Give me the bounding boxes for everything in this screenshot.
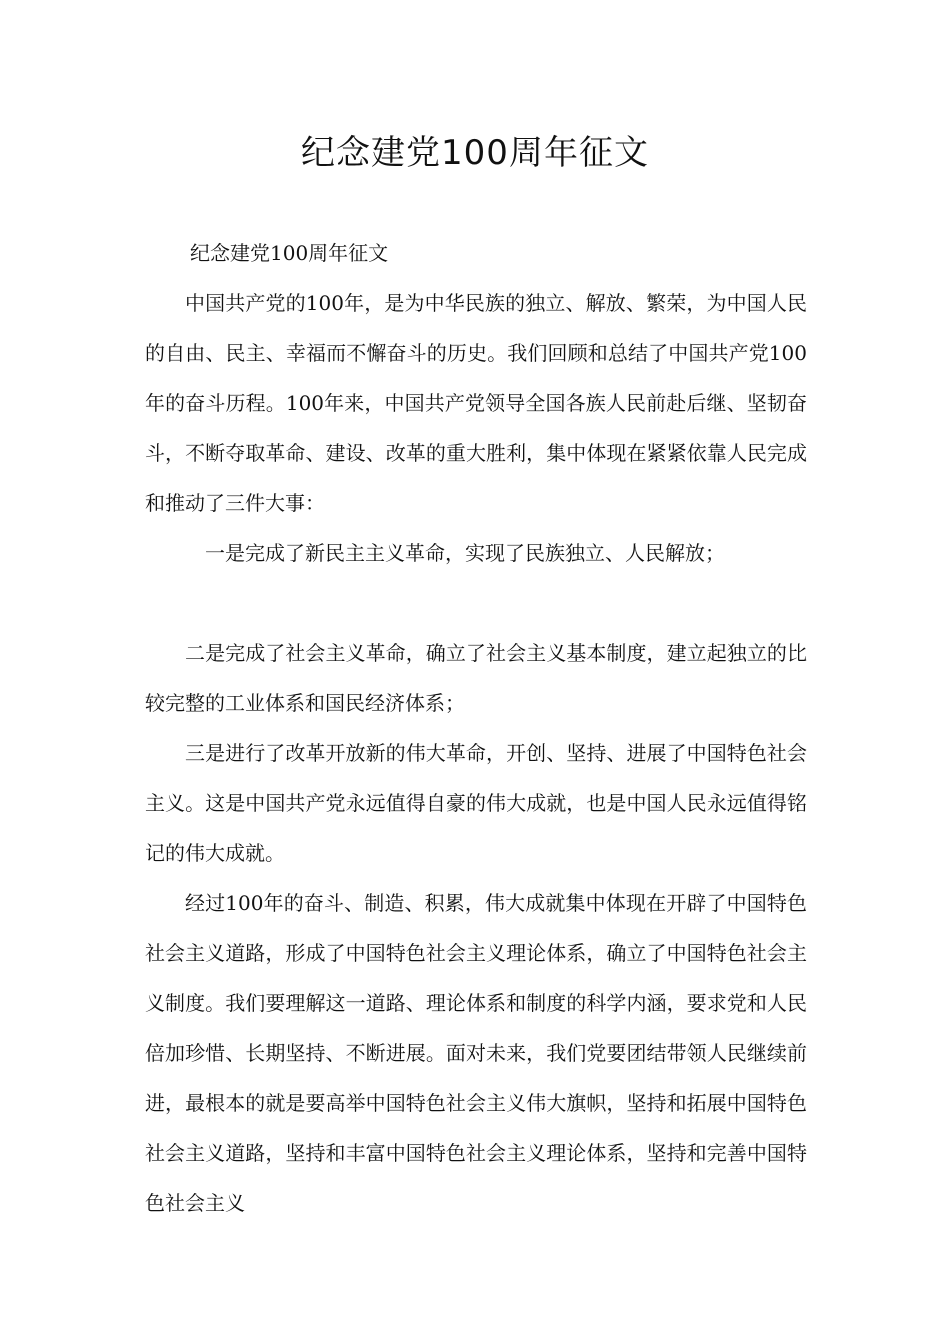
paragraph-point-one: 一是完成了新民主主义革命，实现了民族独立、人民解放； <box>205 541 725 565</box>
document-body <box>145 228 807 1228</box>
paragraph-point-two: 二是完成了社会主义革命，确立了社会主义基本制度，建立起独立的比较完整的工业体系和国民经济体系； <box>145 641 807 715</box>
paragraph-point-three: 三是进行了改革开放新的伟大革命，开创、坚持、进展了中国特色社会主义。这是中国共产党永远值得自豪的伟大成就，也是中国人民永远值得铭记的伟大成就。 <box>145 741 807 865</box>
document-subtitle: 纪念建党100周年征文 <box>190 241 389 265</box>
blank-line <box>145 578 807 628</box>
document-title: 纪念建党100周年征文 <box>301 133 649 173</box>
paragraph-closing: 经过100年的奋斗、制造、积累，伟大成就集中体现在开辟了中国特色社会主义道路，形成了中国特色社会主义理论体系，确立了中国特色社会主义制度。我们要理解这一道路、理论体系和制度的科学内涵，要求党和人民倍加珍惜、长期坚持、不断进展。面对未来，我们党要团结带领人民继续前进，最根本的就是要高举中国特色社会主义伟大旗帜，坚持和拓展中国特色社会主义道路，坚持和丰富中国特色社会主义理论体系，坚持和完善中国特色社会主义 <box>145 891 807 1215</box>
paragraph-intro: 中国共产党的100年，是为中华民族的独立、解放、繁荣，为中国人民的自由、民主、幸福而不懈奋斗的历史。我们回顾和总结了中国共产党100年的奋斗历程。100年来，中国共产党领导全国各族人民前赴后继、坚韧奋斗，不断夺取革命、建设、改革的重大胜利，集中体现在紧紧依靠人民完成和推动了三件大事： <box>145 291 807 515</box>
